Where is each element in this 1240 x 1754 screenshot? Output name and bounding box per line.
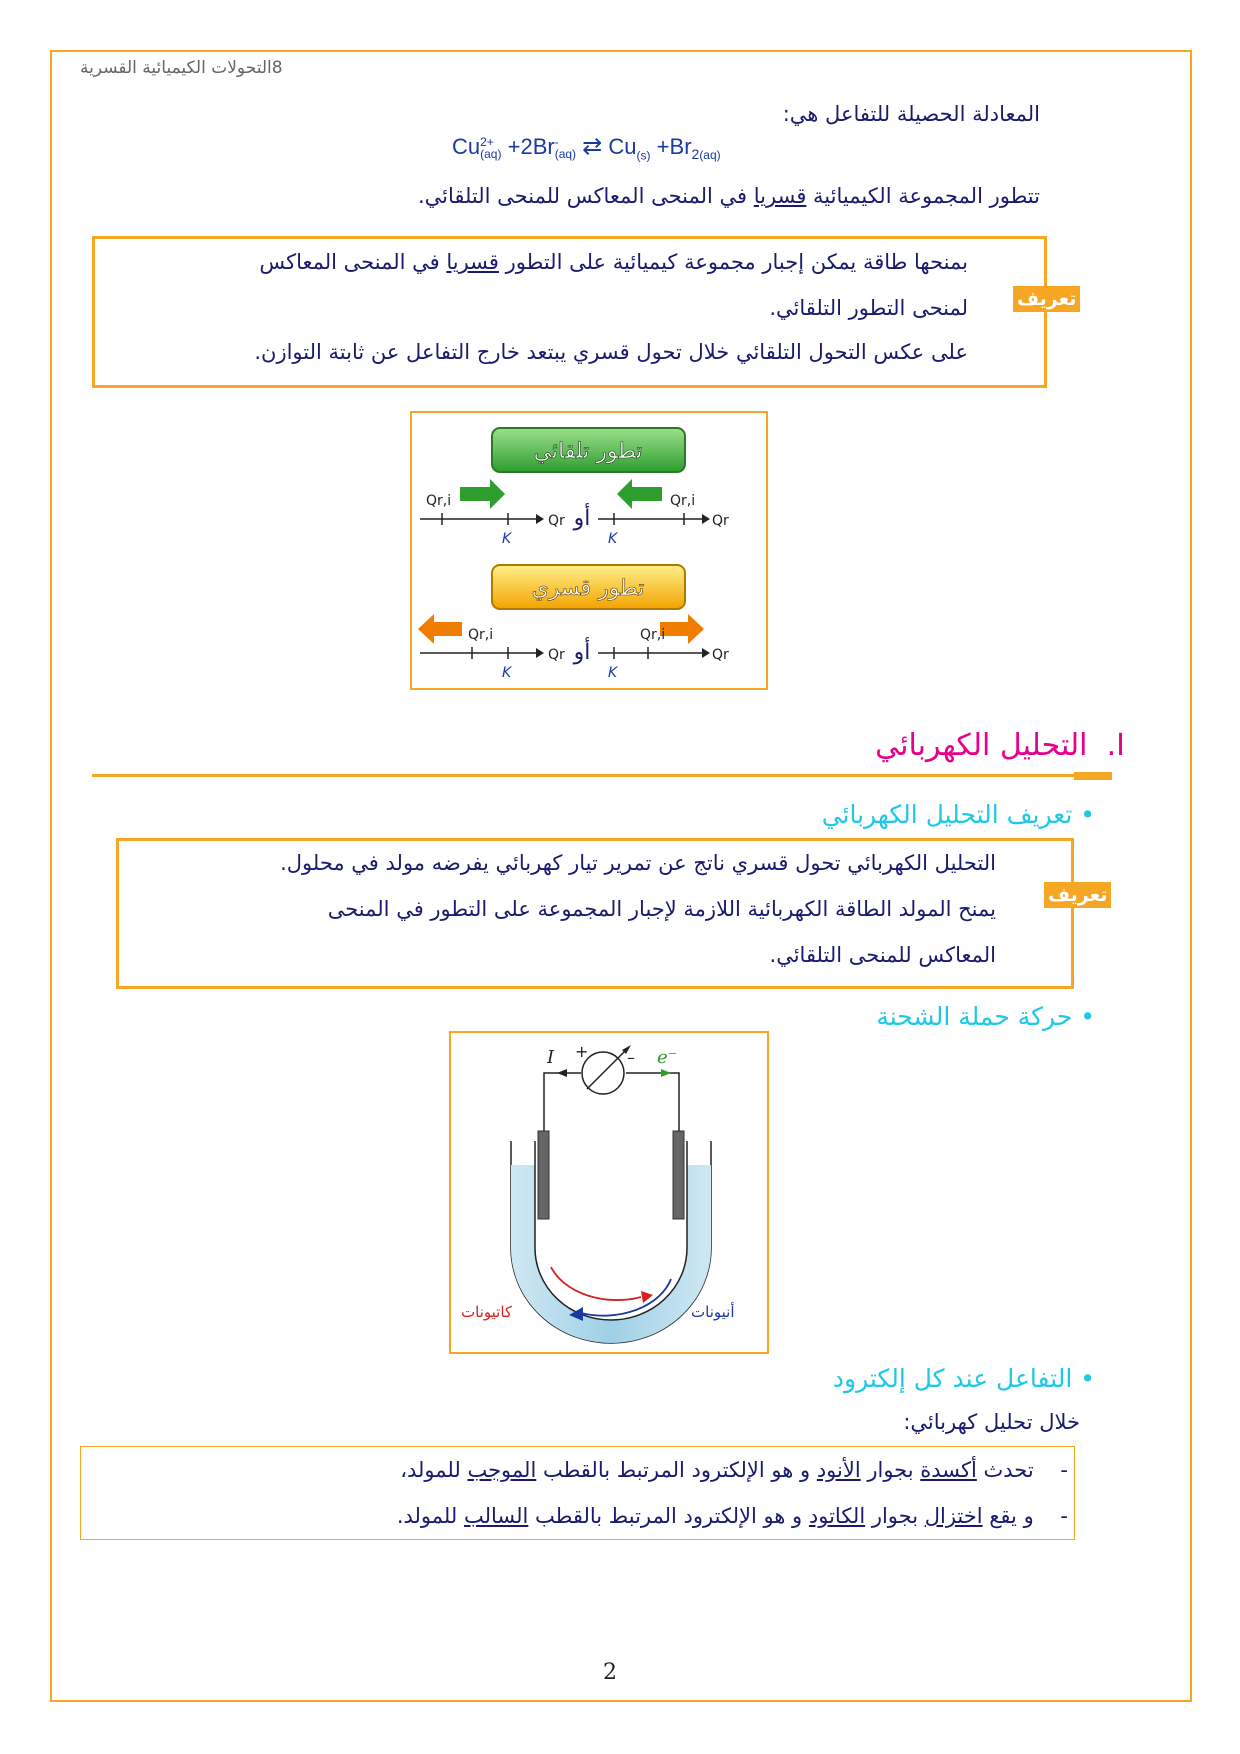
cation-flow-arrow — [551, 1267, 641, 1300]
electrolysis-figure — [449, 1031, 769, 1354]
bullet-electrode-reactions — [700, 1364, 1095, 1393]
spontaneous-label: تطور تلقائي — [533, 439, 643, 464]
axis-label-qri: Qr,i — [640, 627, 666, 643]
or-label-1: أو — [573, 506, 591, 531]
bullet-dot-2: • — [1080, 1002, 1095, 1031]
definition1-line3: على عكس التحول التلقائي خلال تحول قسري يبتعد خارج التفاعل عن ثابتة التوازن. — [254, 340, 968, 364]
cathode-word: الكاتود — [808, 1504, 866, 1528]
eq-br2-state: (aq) — [699, 148, 721, 163]
negative-word: السالب — [463, 1504, 529, 1528]
section-title — [600, 728, 1125, 763]
cations-label: كاتيونات — [461, 1303, 513, 1321]
current-label: I — [547, 1047, 555, 1068]
minus-label: – — [627, 1048, 635, 1067]
eq-br-coef: 2Br — [520, 134, 555, 159]
axis-label-k: K — [502, 665, 512, 681]
orange-arrow-right — [660, 614, 704, 644]
eq-br2: Br — [669, 134, 692, 159]
eq-cu-charge: 2+ — [480, 135, 494, 150]
eq-plus-1: + — [507, 134, 521, 159]
intro-sentence-pre: تتطور المجموعة الكيميائية — [806, 184, 1040, 208]
forced-label: تطور قسري — [531, 576, 645, 601]
or-label-2: أو — [573, 640, 591, 665]
eq-cu-metal: Cu — [608, 134, 637, 159]
axis-label-qr: Qr — [548, 513, 565, 529]
axis-label-qr: Qr — [548, 647, 565, 663]
axis-label-qr: Qr — [712, 647, 729, 663]
u-tube-diagram — [451, 1033, 767, 1352]
bullet3-text: التفاعل عند كل إلكترود — [832, 1364, 1073, 1393]
header-title — [80, 58, 440, 78]
evolution-diagram — [412, 413, 766, 688]
oxidation-word: أكسدة — [920, 1458, 977, 1482]
axis-label-qr: Qr — [712, 513, 729, 529]
intro-sentence-underlined: قسريا — [753, 184, 807, 208]
axis-label-k: K — [608, 531, 618, 547]
eq-br-charge: - — [554, 135, 559, 150]
green-arrow-right — [460, 479, 505, 509]
definition1-line1 — [110, 250, 968, 274]
reduction-word: اختزال — [924, 1504, 983, 1528]
bullet-electrolysis-definition — [700, 800, 1095, 829]
bullet-dot-1: • — [1080, 800, 1095, 829]
eq-cu-metal-state: (s) — [636, 148, 651, 163]
definition-tag-1: تعريف — [1013, 286, 1080, 312]
u-tube-inner — [535, 1141, 687, 1320]
reaction-equation — [452, 132, 782, 176]
definition2-line1: التحليل الكهربائي تحول قسري ناتج عن تمرير تيار كهربائي يفرضه مولد في محلول. — [280, 851, 996, 875]
definition1-line2: لمنحى التطور التلقائي. — [769, 296, 968, 320]
bullet-charge-carriers — [700, 1002, 1095, 1031]
definition2-line3: المعاكس للمنحى التلقائي. — [769, 943, 996, 967]
definition1-line1-post: في المنحى المعاكس — [259, 250, 447, 274]
electrolysis-intro: خلال تحليل كهربائي: — [903, 1410, 1080, 1434]
definition-tag-2: تعريف — [1044, 882, 1111, 908]
section-underline-tab — [1074, 772, 1112, 780]
eq-br2-sub: 2 — [691, 146, 700, 163]
electron-label: e⁻ — [657, 1047, 678, 1068]
bullet2-text: حركة حملة الشحنة — [876, 1002, 1073, 1031]
bullet1-text: تعريف التحليل الكهربائي — [821, 800, 1073, 829]
reaction-line-oxidation: - تحدث أكسدة بجوار الأنود و هو الإلكترود المرتبط بالقطب الموجب للمولد، — [400, 1458, 1068, 1482]
wire-left — [544, 1073, 581, 1133]
section-number: I. — [1106, 728, 1125, 763]
equation-label: المعادلة الحصيلة للتفاعل هي: — [782, 102, 1040, 126]
green-arrow-left — [617, 479, 662, 509]
eq-plus-2: + — [656, 134, 670, 159]
axis-label-qri: Qr,i — [468, 627, 494, 643]
positive-word: الموجب — [467, 1458, 537, 1482]
electrode-left — [538, 1131, 549, 1219]
header-title-text: التحولات الكيميائية القسرية — [80, 58, 272, 78]
plus-label: + — [575, 1042, 589, 1061]
intro-sentence-post: في المنحى المعاكس للمنحى التلقائي. — [417, 184, 754, 208]
section-underline — [92, 774, 1082, 777]
forced-axis-left — [418, 614, 565, 681]
bullet-dot-3: • — [1080, 1364, 1095, 1393]
definition2-line2: يمنح المولد الطاقة الكهربائية اللازمة لإجبار المجموعة على التطور في المنحى — [327, 897, 996, 921]
axis-label-qri: Qr,i — [670, 493, 696, 509]
anode-word: الأنود — [816, 1458, 861, 1482]
forced-axis-right — [598, 614, 729, 681]
wire-right — [626, 1073, 679, 1133]
spontaneous-axis-left — [420, 479, 565, 547]
current-arrow — [557, 1069, 567, 1077]
reaction-dash-1: - — [1060, 1458, 1068, 1482]
orange-arrow-left — [418, 614, 462, 644]
axis-label-k: K — [502, 531, 512, 547]
electrode-right — [673, 1131, 684, 1219]
eq-cu-ion: Cu — [452, 134, 481, 159]
page-number: 2 — [603, 1660, 617, 1685]
eq-br-state: (aq) — [554, 147, 577, 162]
anions-label: أنيونات — [691, 1303, 735, 1321]
axis-label-qri: Qr,i — [426, 493, 452, 509]
header-chapter: 8 — [271, 58, 283, 78]
reaction-dash-2: - — [1060, 1504, 1068, 1528]
intro-sentence — [260, 184, 1040, 208]
reaction-line-reduction: - و يقع اختزال بجوار الكاتود و هو الإلكترود المرتبط بالقطب السالب للمولد. — [396, 1504, 1068, 1528]
section-title-text: التحليل الكهربائي — [875, 728, 1088, 763]
definition1-line1-pre: بمنحها طاقة يمكن إجبار مجموعة كيميائية على التطور — [498, 250, 968, 274]
eq-equilibrium-arrow: ⇄ — [582, 133, 603, 160]
evolution-figure — [410, 411, 768, 690]
axis-label-k: K — [608, 665, 618, 681]
definition1-line1-underlined: قسريا — [446, 250, 499, 274]
spontaneous-axis-right — [598, 479, 729, 547]
electron-arrow — [661, 1069, 671, 1077]
eq-cu-state: (aq) — [480, 147, 502, 162]
